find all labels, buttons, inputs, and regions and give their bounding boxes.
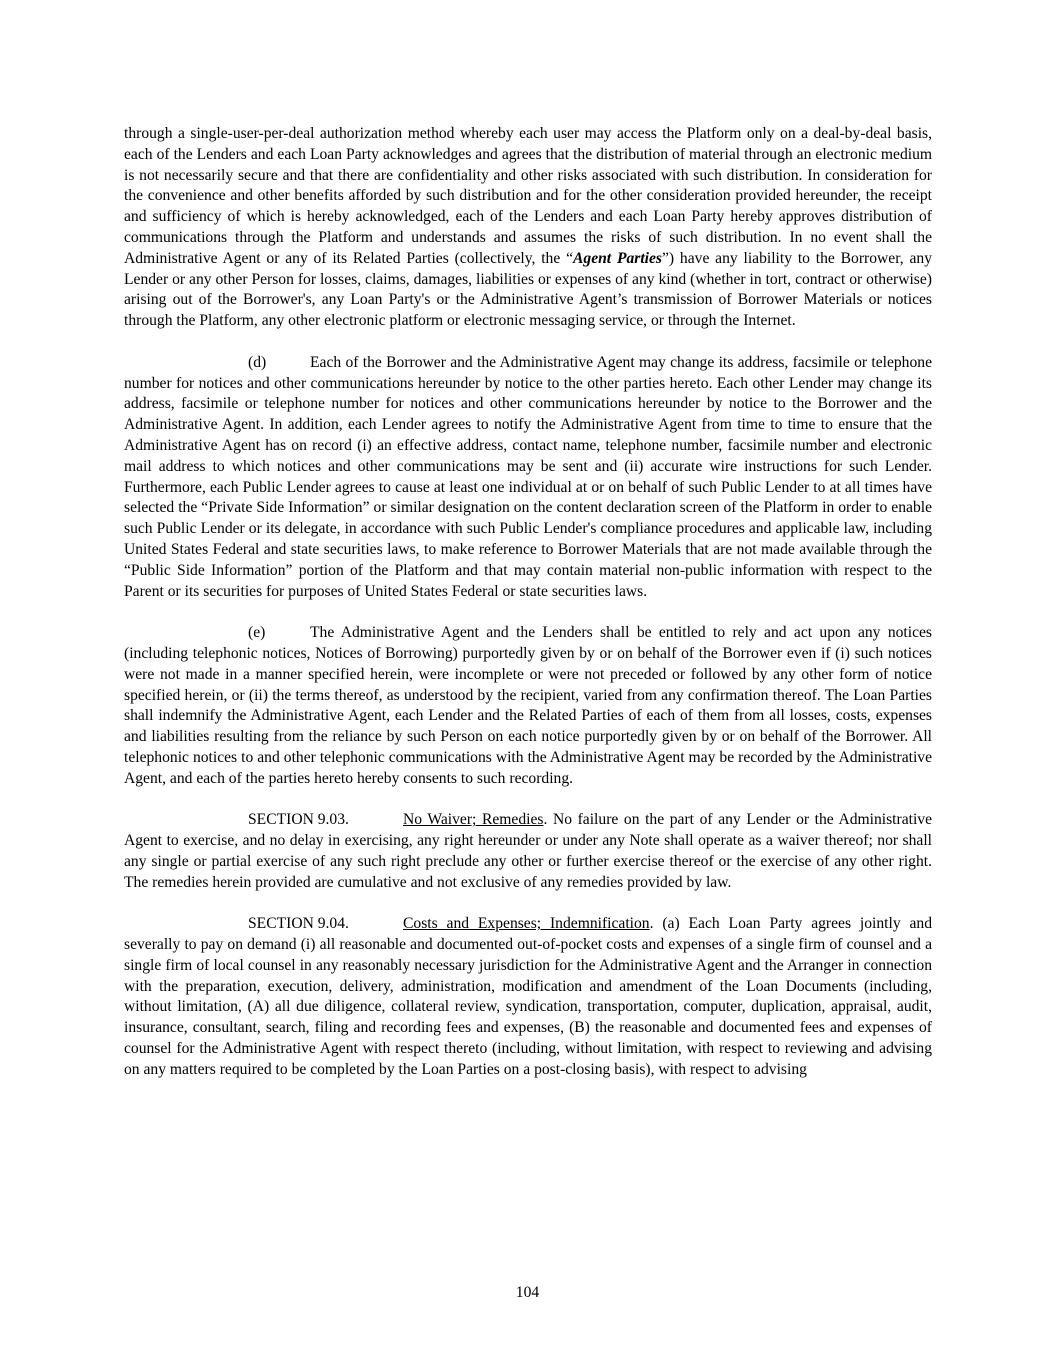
paragraph-text: . (a) Each Loan Party agrees jointly and severally to pay on demand (i) all reasonable and documented out-of-pocket costs and expenses of a single firm of counsel and a single firm of local counsel in any reasonably necessary jurisdiction for the Administrative Agent and the Arranger in connection with the preparation, execution, delivery, administration, modification and amendment of the Loan Documents (including, without limitation, (A) all due diligence, collateral review, syndication, transportation, computer, duplication, appraisal, audit, insurance, consultant, search, filing and recording fees and expenses, (B) the reasonable and documented fees and expenses of counsel for the Administrative Agent with respect thereto (including, without limitation, with respect to reviewing and advising on any matters required to be completed by the Loan Parties on a post-closing basis), with respect to advising	[124, 915, 932, 1078]
paragraph-text: Each of the Borrower and the Administrative Agent may change its address, facsimile or telephone number for notices and other communications hereunder by notice to the other parties hereto. Each other Lender may change its address, facsimile or telephone number for notices and other communications hereunder by notice to the Borrower and the Administrative Agent. In addition, each Lender agrees to notify the Administrative Agent from time to time to ensure that the Administrative Agent has on record (i) an effective address, contact name, telephone number, facsimile number and electronic mail address to which notices and other communications may be sent and (ii) accurate wire instructions for such Lender. Furthermore, each Public Lender agrees to cause at least one individual at or on behalf of such Public Lender to at all times have selected the “Private Side Information” or similar designation on the content declaration screen of the Platform in order to enable such Public Lender or its delegate, in accordance with such Public Lender's compliance procedures and applicable law, including United States Federal and state securities laws, to make reference to Borrower Materials that are not made available through the “Public Side Information” portion of the Platform and that may contain material non-public information with respect to the Parent or its securities for purposes of United States Federal or state securities laws.	[124, 353, 932, 600]
clause-label-d: (d)	[248, 353, 267, 371]
paragraph-d-change-of-address	[124, 353, 932, 603]
section-number: SECTION 9.03.	[248, 811, 349, 829]
paragraph-e-reliance	[124, 623, 932, 789]
section-9-04-costs-expenses	[124, 914, 932, 1080]
section-heading: Costs and Expenses; Indemnification	[403, 915, 650, 933]
paragraph-text: through a single-user-per-deal authorization method whereby each user may access the Platform only on a deal-by-deal basis, each of the Lenders and each Loan Party acknowledges and agrees that the distribution of material through an electronic medium is not necessarily secure and that there are confidentiality and other risks associated with such distribution. In consideration for the convenience and other benefits afforded by such distribution and for the other consideration provided hereunder, the receipt and sufficiency of which is hereby acknowledged, each of the Lenders and each Loan Party hereby approves distribution of communications through the Platform and understands and assumes the risks of such distribution. In no event shall the Administrative Agent or any of its Related Parties (collectively, the “	[124, 125, 932, 267]
paragraph-platform-distribution	[124, 124, 932, 332]
section-heading: No Waiver; Remedies	[403, 811, 544, 829]
paragraph-text: . No failure on the part of any Lender or the Administrative Agent to exercise, and no delay in exercising, any right hereunder or under any Note shall operate as a waiver thereof; nor shall any single or partial exercise of any such right preclude any other or further exercise thereof or the exercise of any other right. The remedies herein provided are cumulative and not exclusive of any remedies provided by law.	[124, 811, 933, 891]
paragraph-text: The Administrative Agent and the Lenders shall be entitled to rely and act upon any notices (including telephonic notices, Notices of Borrowing) purportedly given by or on behalf of the Borrower even if (i) such notices were not made in a manner specified herein, were incomplete or were not preceded or followed by any other form of notice specified herein, or (ii) the terms thereof, as understood by the recipient, varied from any confirmation thereof. The Loan Parties shall indemnify the Administrative Agent, each Lender and the Related Parties of each of them from all losses, costs, expenses and liabilities resulting from the reliance by such Person on each notice purportedly given by or on behalf of the Borrower. All telephonic notices to and other telephonic communications with the Administrative Agent may be recorded by the Administrative Agent, and each of the parties hereto hereby consents to such recording.	[124, 624, 932, 787]
document-page	[124, 124, 932, 1101]
clause-label-e: (e)	[248, 624, 266, 642]
defined-term-agent-parties: Agent Parties	[573, 249, 662, 267]
section-number: SECTION 9.04.	[248, 915, 349, 933]
paragraph-text: ”) have any liability to the Borrower, any Lender or any other Person for losses, claims, damages, liabilities or expenses of any kind (whether in tort, contract or otherwise) arising out of the Borrower's, any Loan Party's or the Administrative Agent’s transmission of Borrower Materials or notices through the Platform, any other electronic platform or electronic messaging service, or through the Internet.	[124, 249, 932, 330]
section-9-03-no-waiver	[124, 810, 932, 893]
page-number: 104	[515, 1284, 540, 1301]
